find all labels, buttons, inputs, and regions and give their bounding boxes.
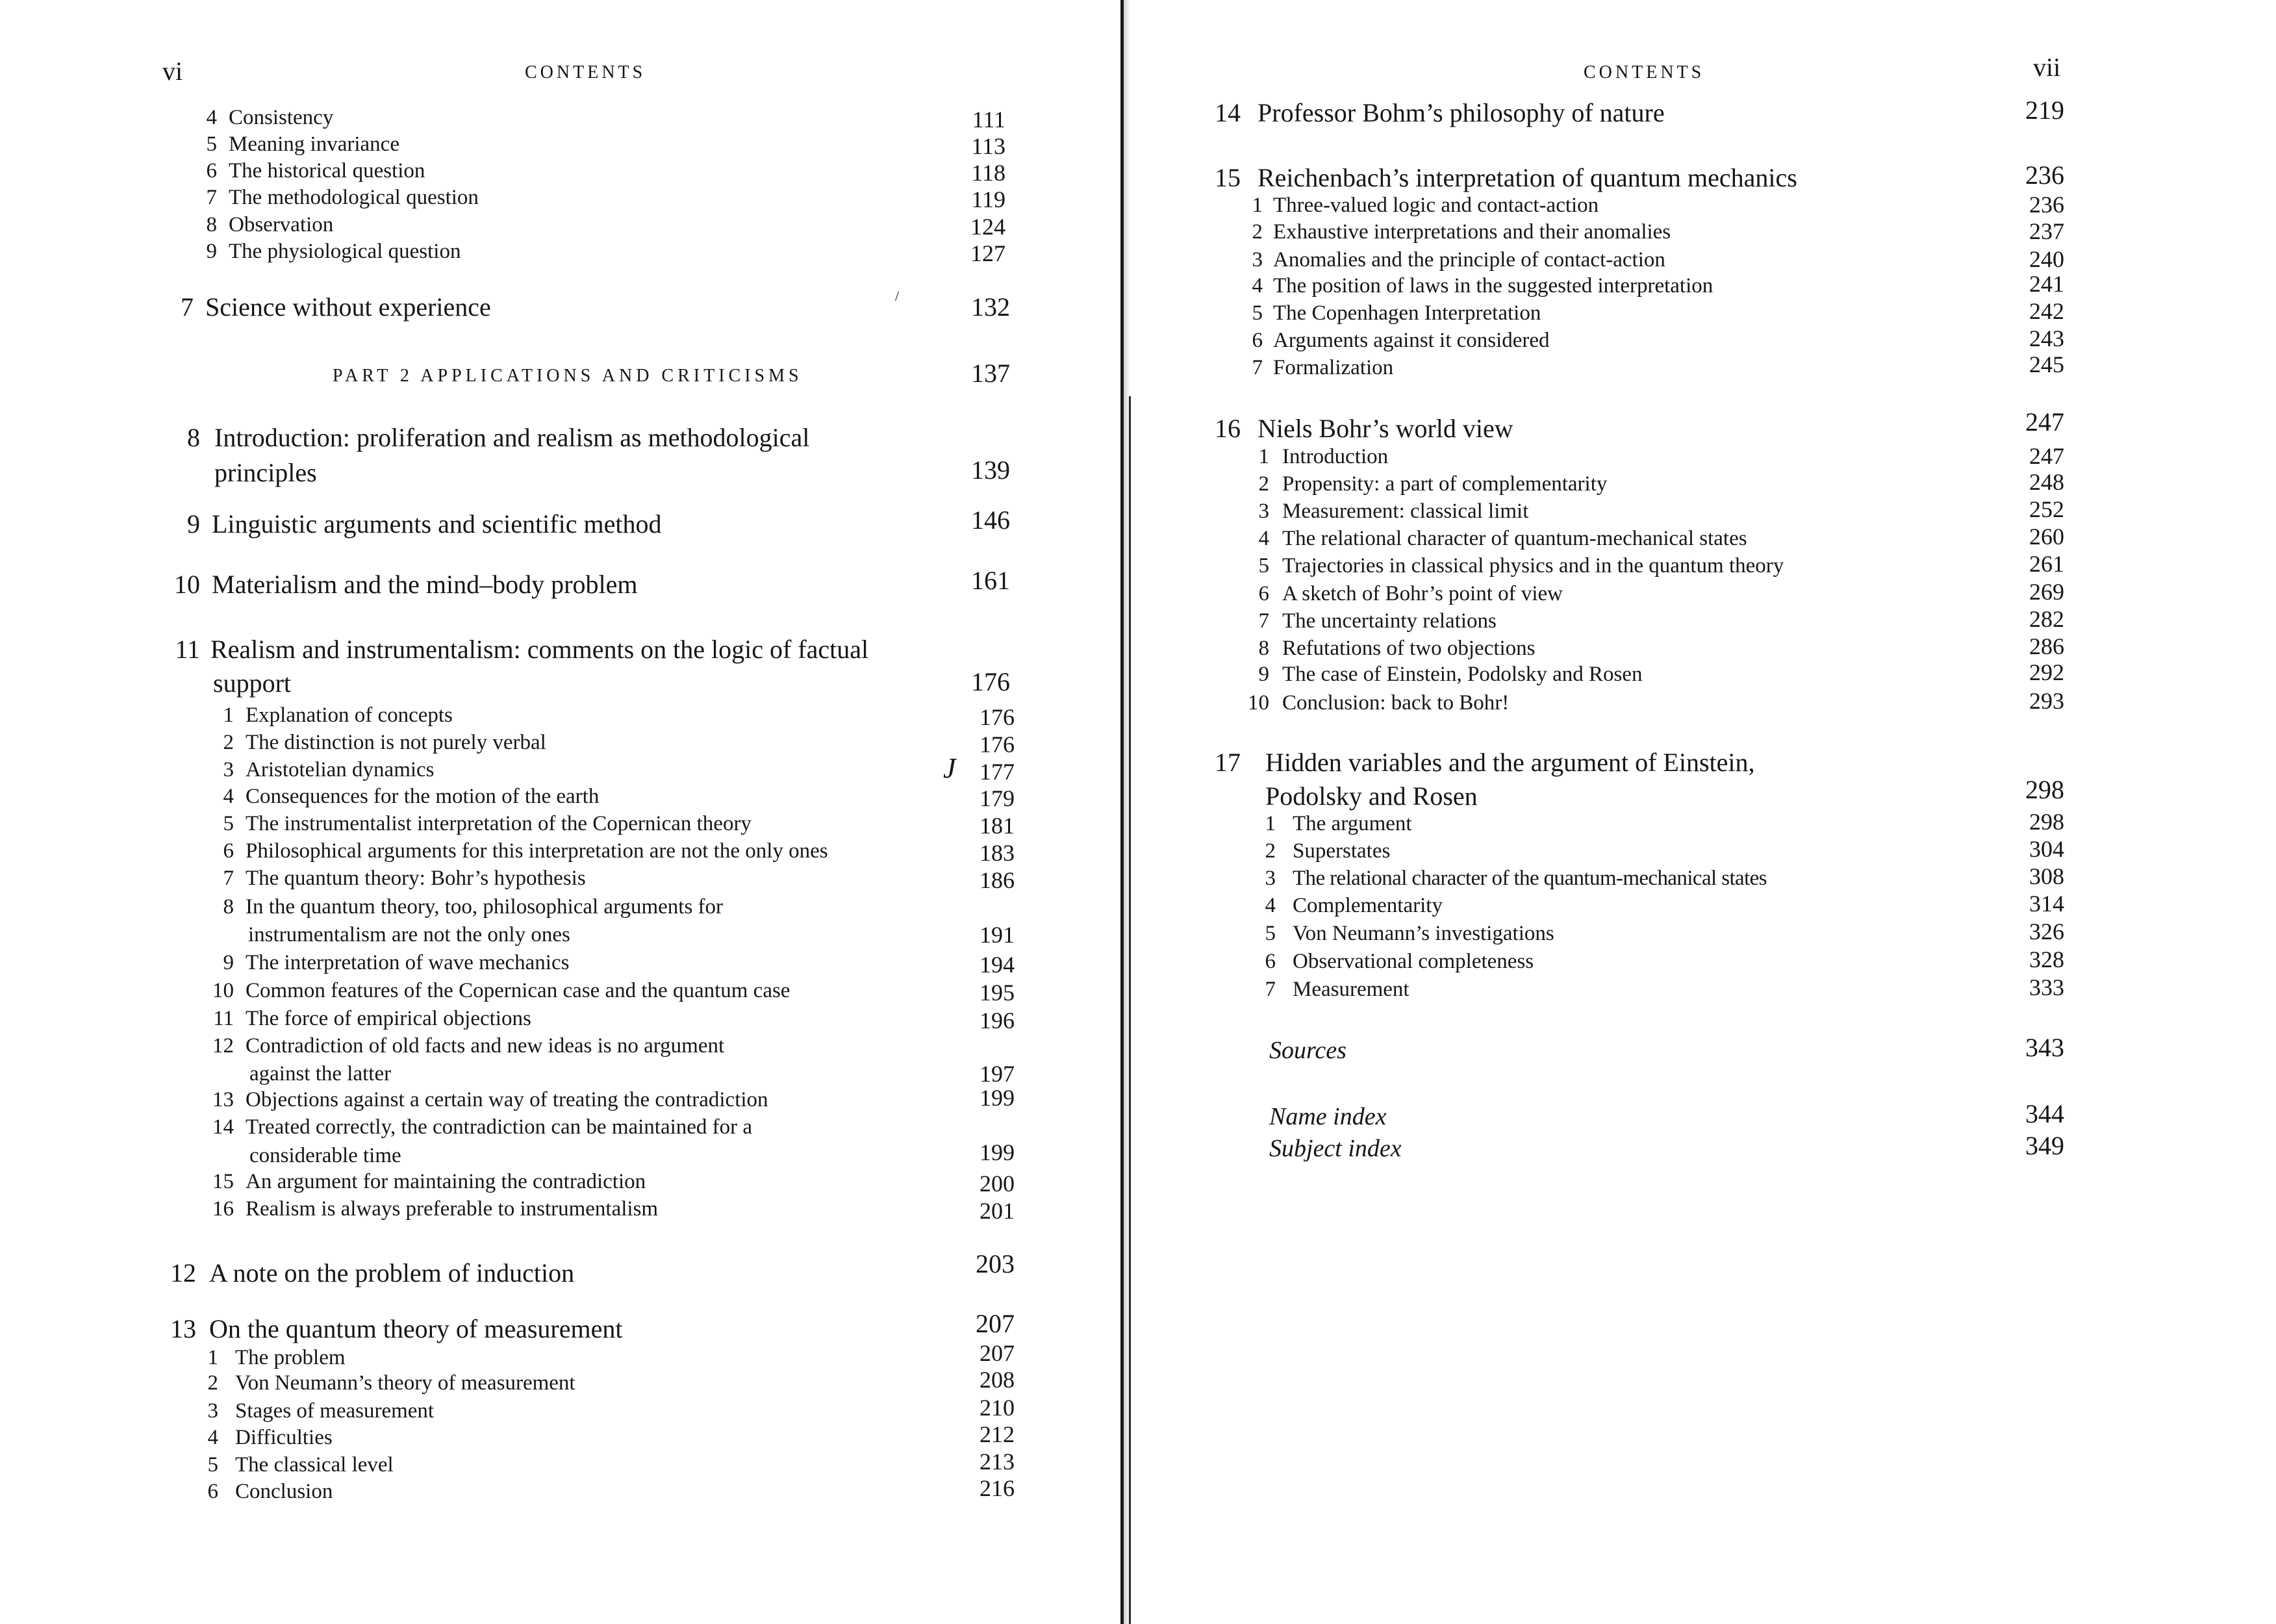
section-page: 216 [980,1475,1015,1501]
section-page: 183 [980,840,1015,866]
section-page: 124 [970,214,1005,240]
section-number: 2 [1265,839,1276,863]
section-page: 179 [980,785,1015,811]
section-title: Propensity: a part of complementarity [1282,472,1608,496]
section-number: 2 [207,1371,218,1395]
section-page: 237 [2029,218,2064,244]
chapter-title: On the quantum theory of measurement [209,1314,623,1343]
part-heading: PART 2 APPLICATIONS AND CRITICISMS [333,366,803,386]
section-title: Von Neumann’s theory of measurement [235,1371,575,1395]
section-page: 333 [2029,974,2064,1000]
left-page [0,0,1124,1624]
section-title: Refutations of two objections [1282,637,1536,660]
section-title: Formalization [1273,356,1394,379]
section-title: A sketch of Bohr’s point of view [1282,582,1563,605]
section-number: 5 [1252,301,1263,325]
chapter-number: 9 [187,509,200,539]
chapter-number: 10 [174,570,200,599]
running-head: CONTENTS [1584,62,1705,82]
section-number: 5 [223,812,234,835]
section-page: 207 [980,1340,1015,1366]
section-page: 243 [2029,325,2064,351]
section-number: 4 [207,1426,218,1449]
section-title: The historical question [229,159,425,183]
section-number: 7 [206,186,217,209]
section-page: 197 [980,1061,1015,1087]
chapter-number: 12 [170,1258,196,1288]
chapter-title-continued: support [213,668,291,698]
section-title: Trajectories in classical physics and in the quantum theory [1282,554,1784,577]
section-title: Measurement: classical limit [1282,500,1529,523]
chapter-number: 14 [1215,98,1241,127]
chapter-page: 203 [976,1249,1015,1278]
chapter-number: 13 [170,1314,196,1343]
section-title: Observational completeness [1293,950,1534,973]
section-title: Treated correctly, the contradiction can be maintained for a [246,1115,753,1139]
section-number: 13 [212,1088,234,1111]
backmatter-page: 344 [2025,1099,2064,1128]
section-page: 176 [980,704,1015,730]
section-number: 6 [1258,582,1269,605]
section-page: 186 [980,867,1015,893]
right-page [1129,0,2276,1624]
section-page: 308 [2029,863,2064,889]
section-title: Von Neumann’s investigations [1293,922,1554,945]
section-title: Complementarity [1293,894,1443,917]
section-title: The quantum theory: Bohr’s hypothesis [246,867,586,890]
section-number: 5 [1265,922,1276,945]
section-title: Conclusion [235,1480,333,1503]
section-page: 304 [2029,836,2064,862]
pencil-mark: / [895,288,900,304]
section-title: The relational character of quantum-mechanical states [1282,527,1747,550]
section-title: Philosophical arguments for this interpretation are not the only ones [246,839,828,863]
section-title: Explanation of concepts [246,704,453,727]
page-number-vii: vii [2033,53,2061,82]
section-title: The problem [235,1346,346,1369]
part-page: 137 [971,359,1010,388]
section-title: The force of empirical objections [246,1007,531,1030]
page-number-vi: vi [162,57,183,86]
section-number: 8 [1258,637,1269,660]
section-title: In the quantum theory, too, philosophical arguments for [246,895,724,919]
section-number: 6 [206,159,217,183]
section-title: Consistency [229,106,334,129]
chapter-title: Science without experience [205,292,491,322]
section-number: 1 [207,1346,218,1369]
section-page: 236 [2029,192,2064,218]
backmatter-title: Subject index [1269,1135,1402,1162]
section-title-continued: considerable time [249,1144,401,1167]
section-number: 9 [206,240,217,263]
section-page: 286 [2029,633,2064,659]
chapter-page: 132 [971,292,1010,322]
chapter-title: Materialism and the mind–body problem [212,570,638,599]
section-number: 3 [223,758,234,781]
running-head: CONTENTS [525,62,646,82]
section-page: 298 [2029,809,2064,835]
section-title: The methodological question [229,186,479,209]
section-page: 181 [980,813,1015,839]
section-page: 326 [2029,919,2064,945]
section-number: 6 [207,1480,218,1503]
section-title: Three-valued logic and contact-action [1273,194,1599,217]
backmatter-page: 343 [2025,1033,2064,1062]
section-page: 245 [2029,351,2064,377]
chapter-title-continued: principles [214,458,317,487]
section-page: 196 [980,1008,1015,1034]
chapter-page: 236 [2025,160,2064,190]
chapter-number: 15 [1215,163,1241,192]
chapter-number: 16 [1215,414,1241,443]
section-number: 1 [223,704,234,727]
section-number: 8 [206,213,217,236]
section-page: 248 [2029,469,2064,495]
section-title: The classical level [235,1453,394,1477]
section-page: 328 [2029,946,2064,972]
section-number: 3 [1252,248,1263,272]
section-page: 212 [980,1421,1015,1447]
section-page: 127 [970,240,1005,266]
section-number: 7 [1258,609,1269,633]
backmatter-title: Sources [1269,1037,1347,1064]
section-number: 9 [1258,663,1269,686]
section-number: 10 [1248,691,1269,715]
section-title: Aristotelian dynamics [246,758,435,781]
section-number: 5 [207,1453,218,1477]
section-page: 195 [980,980,1015,1006]
section-number: 2 [223,731,234,754]
section-title: Introduction [1282,445,1389,468]
section-number: 3 [1258,500,1269,523]
section-title: The instrumentalist interpretation of the Copernican theory [246,812,752,835]
section-title: The case of Einstein, Podolsky and Rosen [1282,663,1643,686]
chapter-title: Introduction: proliferation and realism as methodological [214,423,810,452]
section-number: 3 [207,1399,218,1423]
section-title: An argument for maintaining the contradiction [246,1170,646,1193]
pen-checkmark: J [943,752,956,784]
section-page: 199 [980,1085,1015,1111]
section-number: 2 [1252,220,1263,244]
section-page: 201 [980,1198,1015,1224]
chapter-page: 146 [971,505,1010,535]
section-number: 10 [212,979,234,1002]
section-title: Measurement [1293,978,1410,1001]
section-page: 247 [2029,443,2064,469]
chapter-title: A note on the problem of induction [209,1258,575,1288]
section-title: The position of laws in the suggested interpretation [1273,274,1713,298]
section-page: 194 [980,952,1015,978]
section-page: 269 [2029,579,2064,605]
section-number: 16 [212,1197,234,1221]
section-title: Consequences for the motion of the earth [246,785,600,808]
section-page: 260 [2029,524,2064,550]
section-page: 292 [2029,659,2064,685]
section-number: 8 [223,895,234,919]
section-number: 3 [1265,867,1276,890]
section-title-continued: against the latter [249,1062,392,1085]
section-number: 1 [1252,194,1263,217]
section-title-continued: instrumentalism are not the only ones [248,923,570,946]
section-page: 242 [2029,298,2064,324]
section-page: 177 [980,759,1015,785]
section-number: 6 [1265,950,1276,973]
chapter-page: 176 [971,667,1010,696]
section-page: 119 [971,186,1005,212]
chapter-title: Professor Bohm’s philosophy of nature [1258,98,1665,127]
section-title: The physiological question [229,240,461,263]
section-page: 208 [980,1367,1015,1393]
section-title: Superstates [1293,839,1391,863]
chapter-title: Linguistic arguments and scientific method [212,509,662,539]
section-number: 6 [1252,329,1263,352]
section-page: 113 [971,133,1005,159]
chapter-page: 219 [2025,95,2064,125]
section-title: The relational character of the quantum-mechanical states [1293,867,1767,890]
section-number: 4 [206,106,217,129]
section-page: 191 [980,922,1015,948]
section-page: 282 [2029,606,2064,632]
section-title: The uncertainty relations [1282,609,1497,633]
section-title: Objections against a certain way of treating the contradiction [246,1088,768,1111]
chapter-number: 8 [187,423,200,452]
section-number: 6 [223,839,234,863]
section-title: The interpretation of wave mechanics [246,951,570,974]
chapter-page: 298 [2025,775,2064,804]
section-page: 111 [972,107,1005,133]
section-number: 5 [206,133,217,156]
chapter-number: 11 [175,635,200,664]
section-title: Anomalies and the principle of contact-action [1273,248,1665,272]
section-number: 4 [1265,894,1276,917]
chapter-title: Reichenbach’s interpretation of quantum mechanics [1258,163,1797,192]
section-number: 1 [1265,812,1276,835]
section-page: 293 [2029,688,2064,714]
section-number: 4 [1252,274,1263,298]
section-page: 199 [980,1139,1015,1165]
section-page: 176 [980,731,1015,757]
section-title: Arguments against it considered [1273,329,1550,352]
section-number: 4 [223,785,234,808]
section-title: The Copenhagen Interpretation [1273,301,1541,325]
section-number: 5 [1258,554,1269,577]
section-title: Meaning invariance [229,133,399,156]
section-page: 240 [2029,246,2064,272]
chapter-page: 139 [971,455,1010,485]
backmatter-page: 349 [2025,1131,2064,1160]
section-title: Exhaustive interpretations and their anomalies [1273,220,1671,244]
section-title: Common features of the Copernican case and the quantum case [246,979,790,1002]
section-title: Observation [229,213,334,236]
section-page: 200 [980,1171,1015,1197]
section-number: 12 [212,1034,234,1058]
section-number: 9 [223,951,234,974]
section-page: 210 [980,1395,1015,1421]
section-title: Conclusion: back to Bohr! [1282,691,1510,715]
chapter-number: 17 [1215,748,1241,777]
section-title: Realism is always preferable to instrumentalism [246,1197,659,1221]
chapter-page: 161 [971,566,1010,595]
chapter-title: Realism and instrumentalism: comments on the logic of factual [210,635,869,664]
section-title: Difficulties [235,1426,333,1449]
section-number: 7 [1252,356,1263,379]
section-number: 11 [213,1007,234,1030]
section-number: 1 [1258,445,1269,468]
chapter-page: 207 [976,1309,1015,1338]
section-page: 241 [2029,271,2064,297]
chapter-number: 7 [181,292,194,322]
section-number: 7 [1265,978,1276,1001]
section-number: 14 [212,1115,234,1139]
backmatter-title: Name index [1269,1103,1387,1130]
section-number: 15 [212,1170,234,1193]
section-page: 261 [2029,551,2064,577]
section-page: 118 [971,160,1005,186]
chapter-title: Niels Bohr’s world view [1258,414,1513,443]
section-number: 4 [1258,527,1269,550]
section-title: The distinction is not purely verbal [246,731,546,754]
section-page: 252 [2029,496,2064,522]
chapter-title-continued: Podolsky and Rosen [1265,781,1478,811]
chapter-title: Hidden variables and the argument of Einstein, [1265,748,1755,777]
section-title: Contradiction of old facts and new ideas is no argument [246,1034,725,1058]
section-title: Stages of measurement [235,1399,435,1423]
section-page: 314 [2029,891,2064,917]
section-number: 2 [1258,472,1269,496]
section-page: 213 [980,1449,1015,1475]
chapter-page: 247 [2025,407,2064,437]
section-number: 7 [223,867,234,890]
section-title: The argument [1293,812,1412,835]
